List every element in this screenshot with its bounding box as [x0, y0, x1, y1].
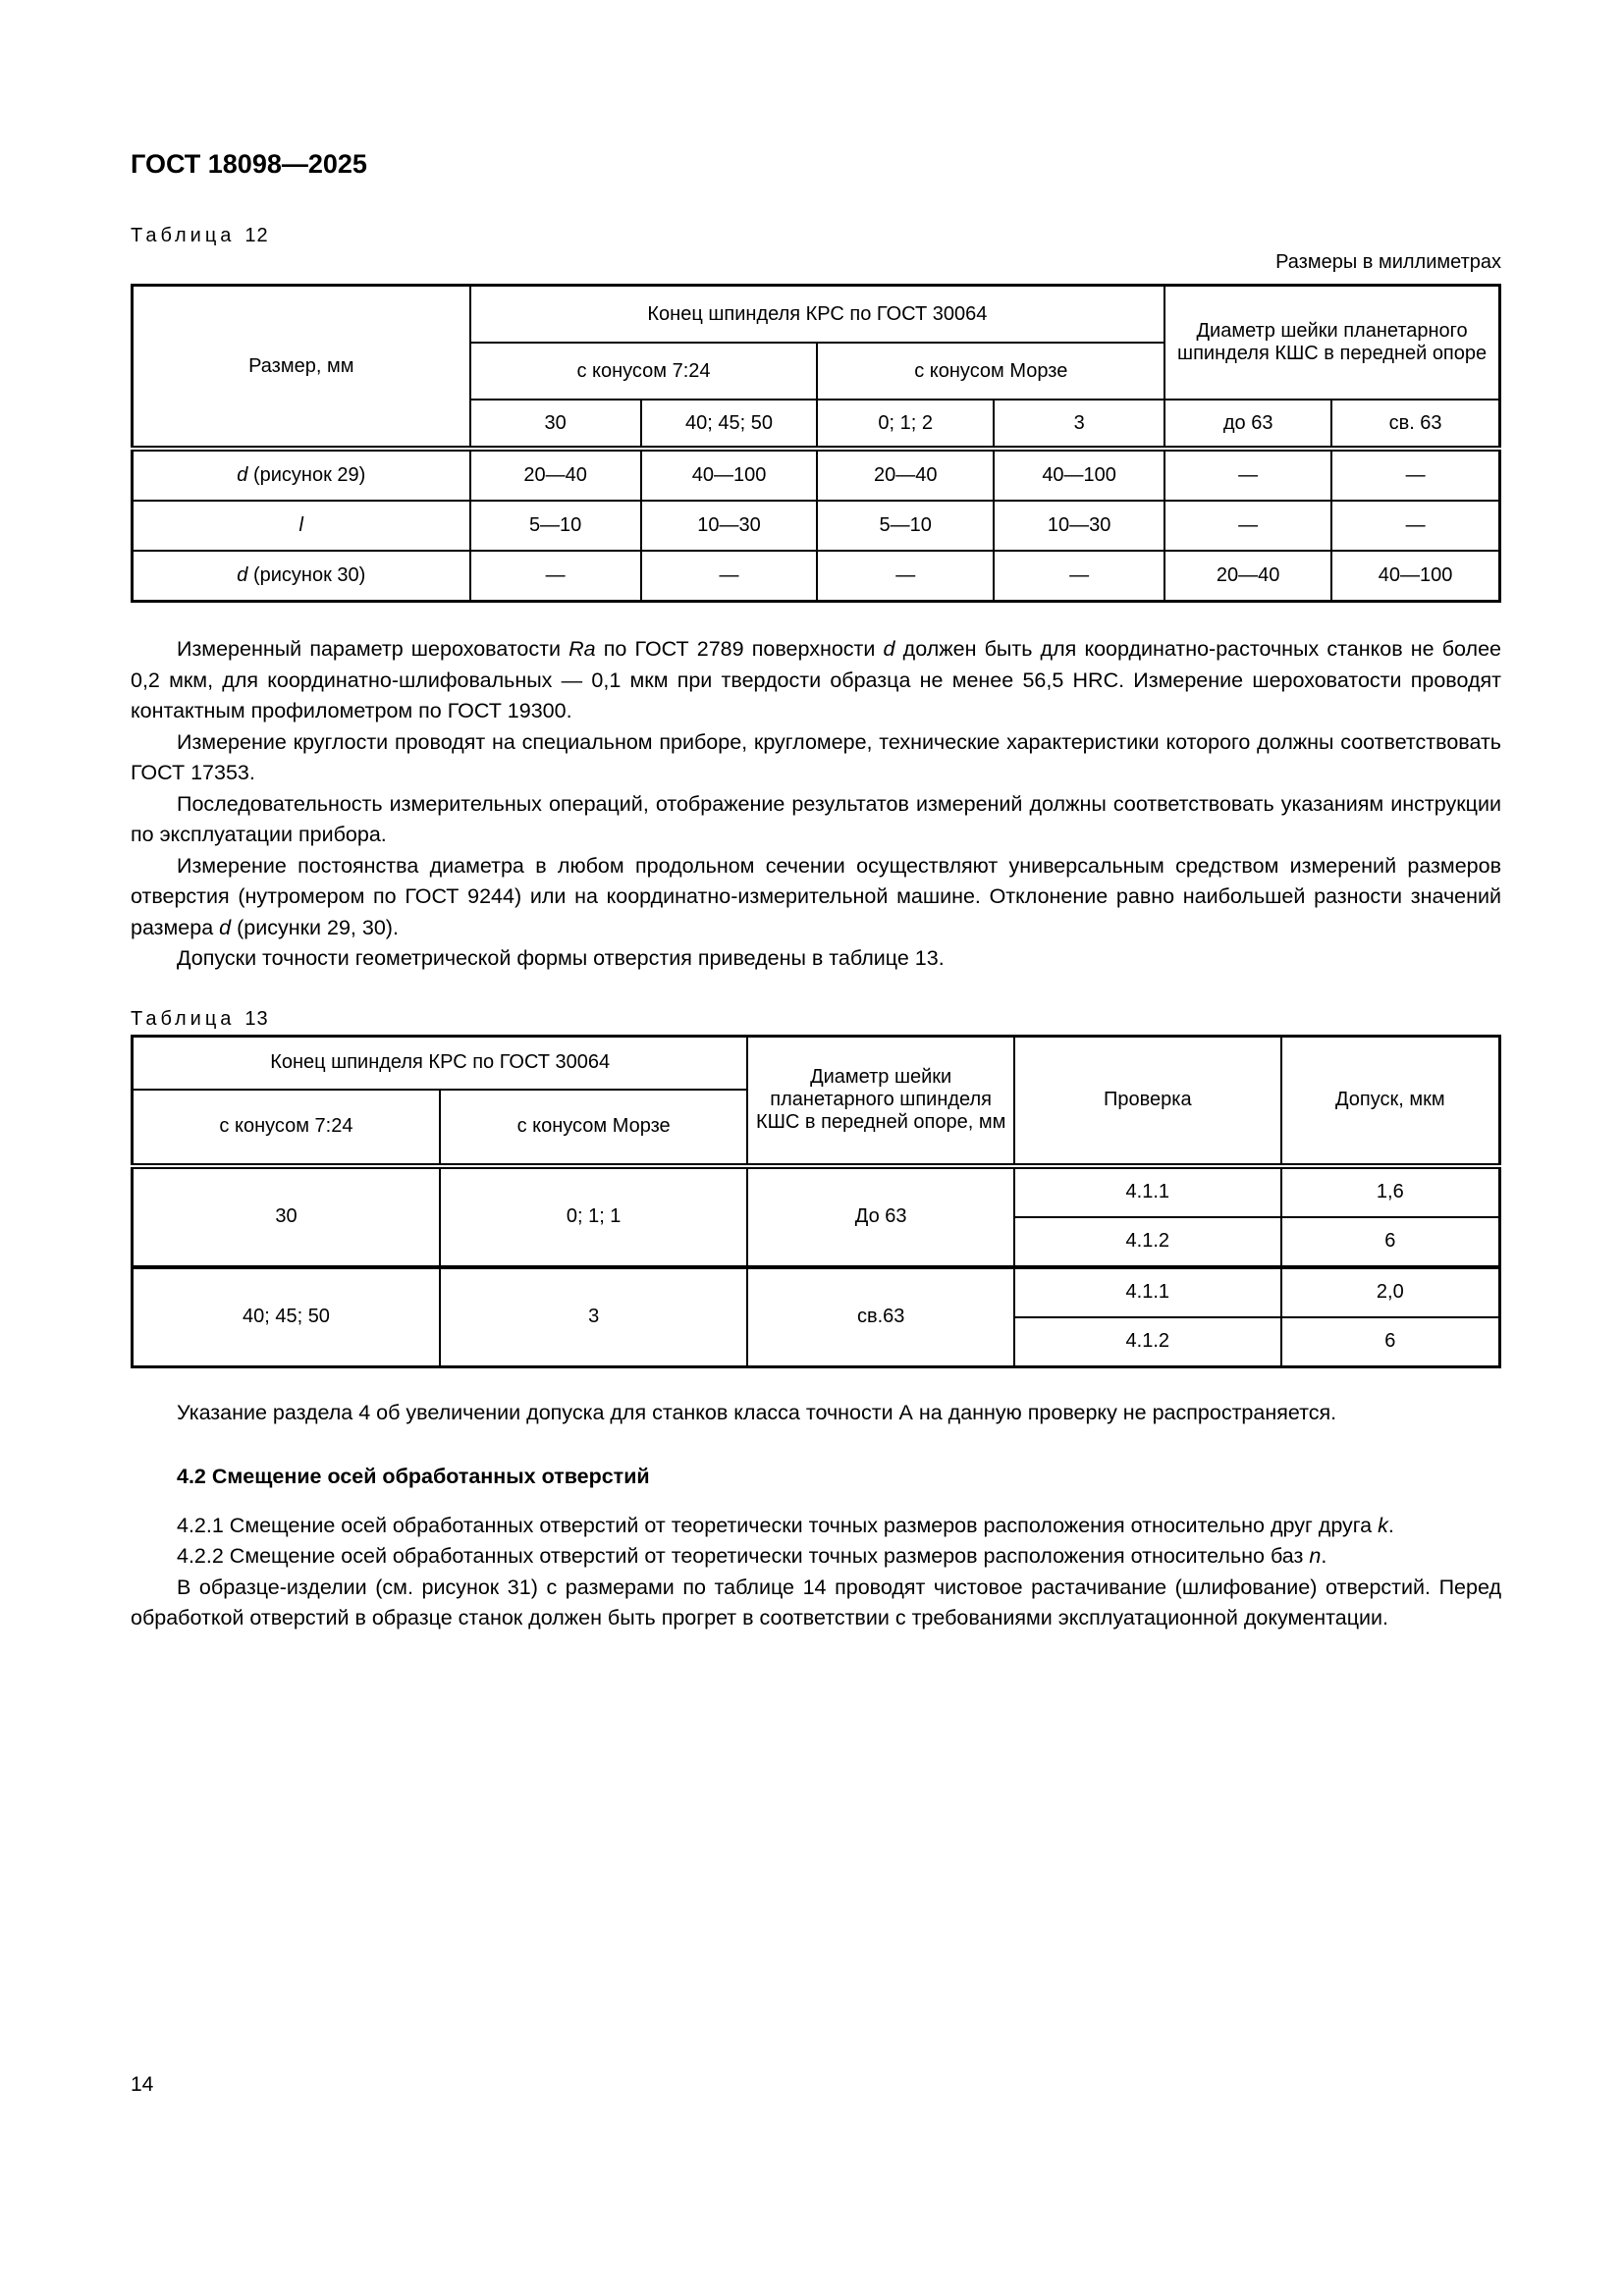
table-cell: 1,6	[1281, 1166, 1500, 1217]
table-caption-label: Таблица	[131, 225, 236, 246]
header-cell: 0; 1; 2	[817, 400, 994, 449]
row-label-cell: l	[133, 501, 470, 551]
table-cell: 6	[1281, 1217, 1500, 1267]
header-cell: 3	[994, 400, 1164, 449]
table-cell: —	[817, 551, 994, 602]
table-cell: —	[1331, 449, 1499, 501]
table-cell: 20—40	[470, 449, 641, 501]
page-content	[131, 149, 1501, 1634]
table-caption-number: 13	[244, 1007, 269, 1030]
body-text-block	[131, 634, 1501, 975]
header-cell: св. 63	[1331, 400, 1499, 449]
table-cell: —	[1331, 501, 1499, 551]
table-cell: 30	[133, 1166, 440, 1267]
header-cell: Проверка	[1014, 1036, 1281, 1166]
table-cell: 10—30	[641, 501, 818, 551]
table-cell: 40—100	[641, 449, 818, 501]
units-note: Размеры в миллиметрах	[1275, 251, 1501, 273]
table-header-row	[133, 286, 1500, 344]
table-row	[133, 501, 1500, 551]
header-cell: с конусом 7:24	[470, 343, 818, 400]
table-cell: 4.1.1	[1014, 1166, 1281, 1217]
paragraph: 4.2.1 Смещение осей обработанных отверстий от теоретически точных размеров расположения относительно друг друга k.	[177, 1513, 1394, 1537]
header-cell: Диаметр шейки планетарного шпинделя КШС в передней опоре	[1164, 286, 1499, 400]
header-cell: 30	[470, 400, 641, 449]
table-13-caption	[131, 1008, 1501, 1031]
paragraph: 4.2.2 Смещение осей обработанных отверстий от теоретически точных размеров расположения относительно баз n.	[177, 1544, 1327, 1568]
table-cell: —	[994, 551, 1164, 602]
row-label-cell: d (рисунок 30)	[133, 551, 470, 602]
paragraph: Измерение круглости проводят на специальном приборе, кругломере, технические характеристики которого должны соответствовать ГОСТ 17353.	[131, 729, 1501, 784]
table-cell: —	[1164, 501, 1331, 551]
table-row	[133, 1267, 1500, 1317]
table-caption-label: Таблица	[131, 1007, 236, 1030]
table-cell: —	[641, 551, 818, 602]
table-cell: 40—100	[994, 449, 1164, 501]
header-cell: Размер, мм	[133, 286, 470, 450]
table-header-row	[133, 1036, 1500, 1090]
table-cell: 4.1.1	[1014, 1267, 1281, 1317]
table-cell: 10—30	[994, 501, 1164, 551]
table-cell: 20—40	[817, 449, 994, 501]
header-cell: Допуск, мкм	[1281, 1036, 1500, 1166]
table-cell: —	[470, 551, 641, 602]
row-label-cell: d (рисунок 29)	[133, 449, 470, 501]
header-cell: 40; 45; 50	[641, 400, 818, 449]
section-4-2	[131, 1398, 1501, 1634]
table-cell: 40—100	[1331, 551, 1499, 602]
paragraph: Допуски точности геометрической формы отверстия приведены в таблице 13.	[177, 946, 945, 970]
table-cell: 6	[1281, 1317, 1500, 1367]
paragraph: Последовательность измерительных операций, отображение результатов измерений должны соответствовать указаниям инструкции по эксплуатации прибора.	[131, 791, 1501, 846]
table-cell: 5—10	[470, 501, 641, 551]
table-cell: 0; 1; 1	[440, 1166, 747, 1267]
table-cell: 5—10	[817, 501, 994, 551]
doc-code: ГОСТ 18098—2025	[131, 149, 367, 179]
table-13-block	[131, 1008, 1501, 1368]
paragraph: Измерение постоянства диаметра в любом продольном сечении осуществляют универсальным средством измерений размеров отверстия (нутромером по ГОСТ 9244) или на координатно-измерительной машине. Отклонение равно наибольшей разности значений размера d (рисунки 29, 30).	[131, 853, 1501, 939]
table-cell: 3	[440, 1267, 747, 1367]
header-cell: до 63	[1164, 400, 1331, 449]
table-row	[133, 551, 1500, 602]
section-heading: 4.2 Смещение осей обработанных отверстий	[177, 1465, 650, 1488]
table-cell: 4.1.2	[1014, 1217, 1281, 1267]
table-cell: 40; 45; 50	[133, 1267, 440, 1367]
paragraph: Указание раздела 4 об увеличении допуска для станков класса точности А на данную проверку не распространяется.	[177, 1400, 1337, 1424]
header-cell: с конусом 7:24	[133, 1090, 440, 1166]
table-cell: 2,0	[1281, 1267, 1500, 1317]
table-12-caption	[131, 225, 1501, 247]
table-cell: 4.1.2	[1014, 1317, 1281, 1367]
header-cell: с конусом Морзе	[440, 1090, 747, 1166]
table-cell: 20—40	[1164, 551, 1331, 602]
paragraph: В образце-изделии (см. рисунок 31) с размерами по таблице 14 проводят чистовое растачивание (шлифование) отверстий. Перед обработкой отверстий в образце станок должен быть прогрет в соответствии с требованиями эксплуатационной документации.	[131, 1575, 1501, 1629]
paragraph: Измеренный параметр шероховатости Ra по ГОСТ 2789 поверхности d должен быть для координатно-расточных станков не более 0,2 мкм, для координатно-шлифовальных — 0,1 мкм при твердости образца не менее 56,5 HRC. Измерение шероховатости проводят контактным профилометром по ГОСТ 19300.	[131, 637, 1501, 722]
table-13	[131, 1035, 1501, 1368]
header-cell: Конец шпинделя КРС по ГОСТ 30064	[470, 286, 1165, 344]
table-caption-number: 12	[244, 225, 269, 246]
table-row	[133, 1166, 1500, 1217]
table-cell: св.63	[747, 1267, 1014, 1367]
header-cell: Диаметр шейки планетарного шпинделя КШС в передней опоре, мм	[747, 1036, 1014, 1166]
page-number: 14	[131, 2073, 154, 2096]
table-cell: До 63	[747, 1166, 1014, 1267]
table-cell: —	[1164, 449, 1331, 501]
header-cell: Конец шпинделя КРС по ГОСТ 30064	[133, 1036, 748, 1090]
table-row	[133, 449, 1500, 501]
table-12	[131, 284, 1501, 603]
header-cell: с конусом Морзе	[817, 343, 1164, 400]
